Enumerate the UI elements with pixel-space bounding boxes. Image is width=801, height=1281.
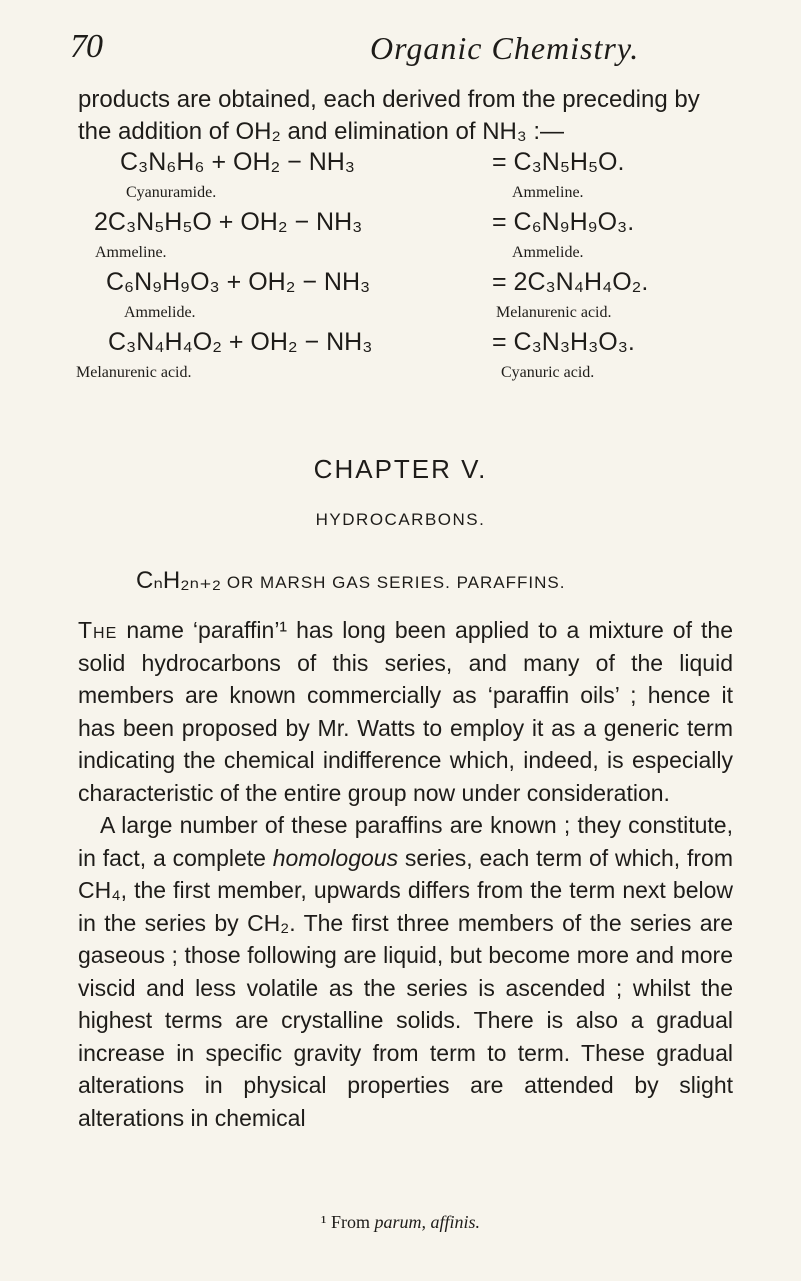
equation-lhs: C₃N₄H₄O₂ + OH₂ − NH₃ — [108, 328, 373, 356]
intro-paragraph — [78, 84, 733, 148]
paragraph-lead: The — [78, 617, 118, 643]
equation-caption-left: Cyanuramide. — [126, 184, 217, 201]
paragraph — [78, 809, 733, 1134]
page-header — [70, 28, 730, 68]
equation-rhs: = C₃N₃H₃O₃. — [492, 328, 635, 356]
footnote-text: From — [330, 1212, 370, 1232]
footnote — [0, 1212, 801, 1233]
equation — [78, 328, 733, 362]
emphasis: homologous — [272, 844, 399, 871]
equation-rhs: = C₆N₉H₉O₃. — [492, 208, 635, 236]
equation-row — [78, 268, 733, 328]
page-number: 70 — [70, 28, 102, 65]
equation-caption-left: Ammeline. — [95, 244, 167, 261]
intro-line: the addition of OH₂ and elimination of NH₃ :— — [78, 118, 564, 145]
equation — [78, 268, 733, 302]
equation-caption-right: Ammelide. — [512, 244, 584, 261]
chapter-subtitle: HYDROCARBONS. — [315, 510, 486, 529]
equation-caption-right: Ammeline. — [512, 184, 584, 201]
equation-rhs: = 2C₃N₄H₄O₂. — [492, 268, 649, 296]
footnote-marker: ¹ — [321, 1212, 327, 1232]
equation-lhs: C₃N₆H₆ + OH₂ − NH₃ — [120, 148, 355, 176]
equation — [78, 208, 733, 242]
footnote-latin: parum, affinis. — [374, 1212, 480, 1232]
equation-row — [78, 208, 733, 268]
intro-line: products are obtained, each derived from the preceding by — [78, 86, 700, 113]
equation-caption-left: Melanurenic acid. — [76, 364, 192, 381]
equation-row — [78, 328, 733, 388]
paragraph-text: name ‘paraffin’¹ has long been applied to a mixture of the solid hydrocarbons of this series, and many of the liquid members are known commercially as ‘paraffin oils’ ; hence it has been proposed by Mr. Watts to employ it as a generic term indicating the chemical indifference which, indeed, is especially characteristic of the entire group now under consideration. — [78, 617, 733, 806]
equation-caption-right: Melanurenic acid. — [496, 304, 612, 321]
chapter-title: CHAPTER V. — [313, 454, 488, 484]
section-heading-text: OR MARSH GAS SERIES. PARAFFINS. — [226, 573, 566, 592]
paragraph-text: A large number of these paraffins are known ; they constitute, in fact, a complete — [78, 812, 733, 871]
section-formula: CₙH₂ₙ₊₂ — [136, 567, 222, 594]
equation-caption-left: Ammelide. — [124, 304, 196, 321]
paragraph — [78, 614, 733, 809]
equation-rhs: = C₃N₅H₅O. — [492, 148, 625, 176]
equation-row — [78, 148, 733, 208]
running-head: Organic Chemistry. — [370, 30, 640, 66]
equation-lhs: C₆N₉H₉O₃ + OH₂ − NH₃ — [106, 268, 371, 296]
equation-lhs: 2C₃N₅H₅O + OH₂ − NH₃ — [94, 208, 363, 236]
equation — [78, 148, 733, 182]
paragraph-text: series, each term of which, from CH₄, the first member, upwards differs from the term next below in the series by CH₂. The first three members of the series are gaseous ; those following are liquid, but become more and more viscid and less volatile as the series is ascended ; whilst the highest terms are crystalline solids. There is also a gradual increase in specific gravity from term to term. These gradual alterations in physical properties are attended by slight alterations in chemical — [78, 844, 733, 1131]
equation-caption-right: Cyanuric acid. — [501, 364, 595, 381]
body-text — [78, 614, 733, 1134]
section-heading — [136, 566, 565, 595]
